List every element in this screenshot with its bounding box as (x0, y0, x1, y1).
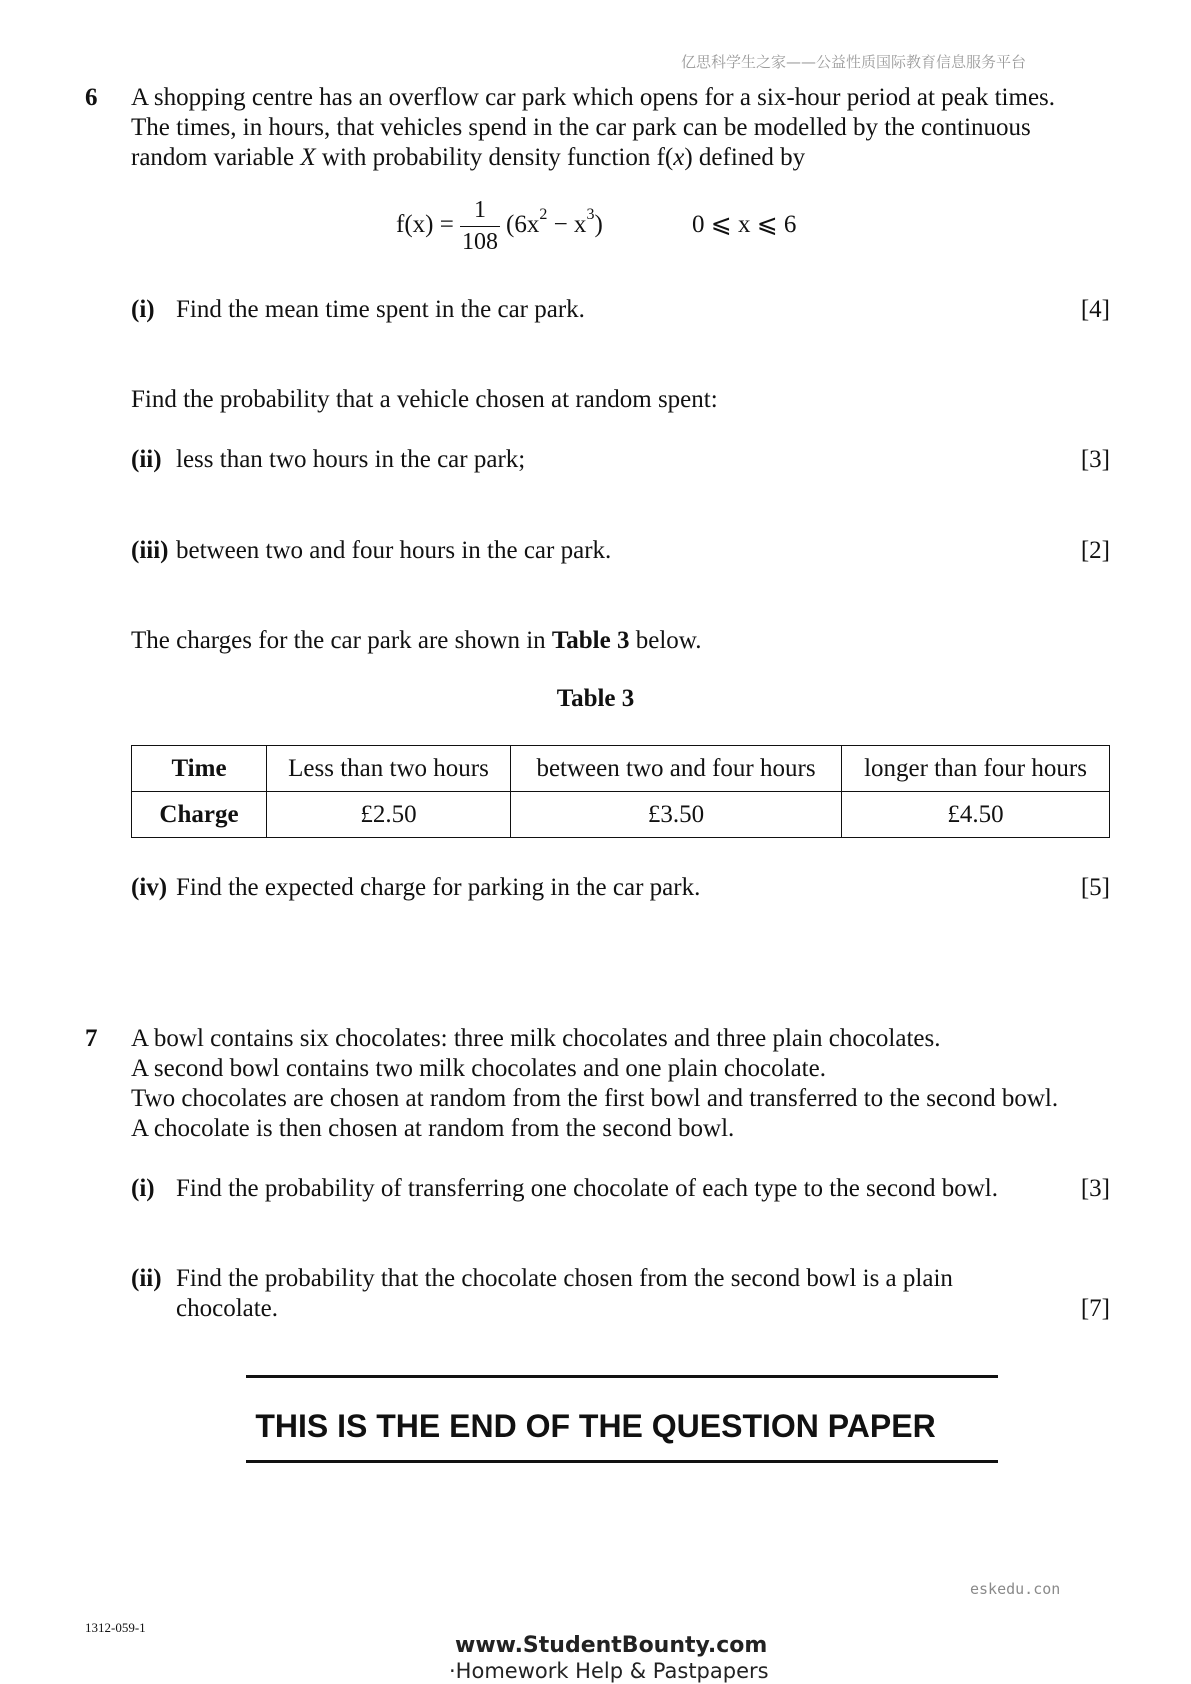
q7-line-4: A chocolate is then chosen at random from the second bowl. (131, 1115, 735, 1142)
q6-part-iii-marks: [2] (1080, 537, 1110, 564)
table-caption: Table 3 (556, 685, 635, 712)
q7-part-ii-marks: [7] (1080, 1295, 1110, 1322)
end-rule-top (246, 1375, 998, 1378)
table-cell: Charge (132, 792, 267, 838)
table-row (132, 792, 1110, 838)
table-cell: Time (132, 746, 267, 792)
q6-part-iv-marks: [5] (1080, 874, 1110, 901)
question-7-number: 7 (85, 1025, 98, 1052)
q7-line-1: A bowl contains six chocolates: three milk chocolates and three plain chocolates. (131, 1025, 941, 1052)
q6-part-iii-text: between two and four hours in the car park. (176, 537, 612, 564)
q6-intro-line-1: A shopping centre has an overflow car park which opens for a six-hour period at peak times. (131, 84, 1056, 111)
q6-part-iii-label: (iii) (131, 537, 169, 564)
studentbounty-tagline: ·Homework Help & Pastpapers (449, 1659, 769, 1683)
studentbounty-url: www.StudentBounty.com (455, 1633, 768, 1658)
formula-range: 0 ⩽ x ⩽ 6 (692, 211, 797, 238)
pdf-formula (396, 196, 816, 256)
q7-part-ii-text-line-1: Find the probability that the chocolate chosen from the second bowl is a plain (176, 1265, 953, 1292)
table-cell: between two and four hours (511, 746, 842, 792)
end-of-paper-text: THIS IS THE END OF THE QUESTION PAPER (255, 1408, 936, 1444)
q7-line-3: Two chocolates are chosen at random from the first bowl and transferred to the second bowl. (131, 1085, 1059, 1112)
q6-part-ii-text: less than two hours in the car park; (176, 446, 526, 473)
table-cell: Less than two hours (267, 746, 511, 792)
formula-fraction: 1 108 (462, 197, 498, 255)
q7-part-ii-label: (ii) (131, 1265, 162, 1292)
table-cell: £2.50 (267, 792, 511, 838)
q6-charges-intro: The charges for the car park are shown in Table 3 below. (131, 627, 702, 654)
table-cell: £3.50 (511, 792, 842, 838)
q6-intro-line-2: The times, in hours, that vehicles spend in the car park can be modelled by the continuous (131, 114, 1031, 141)
q6-intro-line-3: random variable X with probability density function f(x) defined by (131, 144, 806, 171)
q7-line-2: A second bowl contains two milk chocolates and one plain chocolate. (131, 1055, 826, 1082)
q7-part-i-marks: [3] (1080, 1175, 1110, 1202)
q6-part-ii-label: (ii) (131, 446, 162, 473)
end-rule-bottom (246, 1460, 998, 1463)
formula-polynomial: $(6x^2 - x^3)$ (506, 205, 603, 238)
question-6-number: 6 (85, 84, 98, 111)
paper-code: 1312-059-1 (85, 1620, 146, 1635)
q7-part-i-label: (i) (131, 1175, 155, 1202)
q7-part-i-text: Find the probability of transferring one chocolate of each type to the second bowl. (176, 1175, 998, 1202)
q6-probability-intro: Find the probability that a vehicle chosen at random spent: (131, 386, 718, 413)
header-watermark: 亿思科学生之家——公益性质国际教育信息服务平台 (681, 53, 1027, 71)
footer-watermark: eskedu.con (970, 1580, 1061, 1598)
table-cell: £4.50 (842, 792, 1110, 838)
q6-part-iv-text: Find the expected charge for parking in the car park. (176, 874, 701, 901)
q6-part-i-marks: [4] (1080, 296, 1110, 323)
formula-lhs: f(x) = (396, 211, 454, 238)
q6-part-i-label: (i) (131, 296, 155, 323)
q6-part-iv-label: (iv) (131, 874, 168, 901)
q6-part-i-text: Find the mean time spent in the car park. (176, 296, 585, 323)
q6-part-ii-marks: [3] (1080, 446, 1110, 473)
table-row (132, 746, 1110, 792)
charges-table (131, 745, 1110, 838)
q7-part-ii-text-line-2: chocolate. (176, 1295, 279, 1322)
table-cell: longer than four hours (842, 746, 1110, 792)
